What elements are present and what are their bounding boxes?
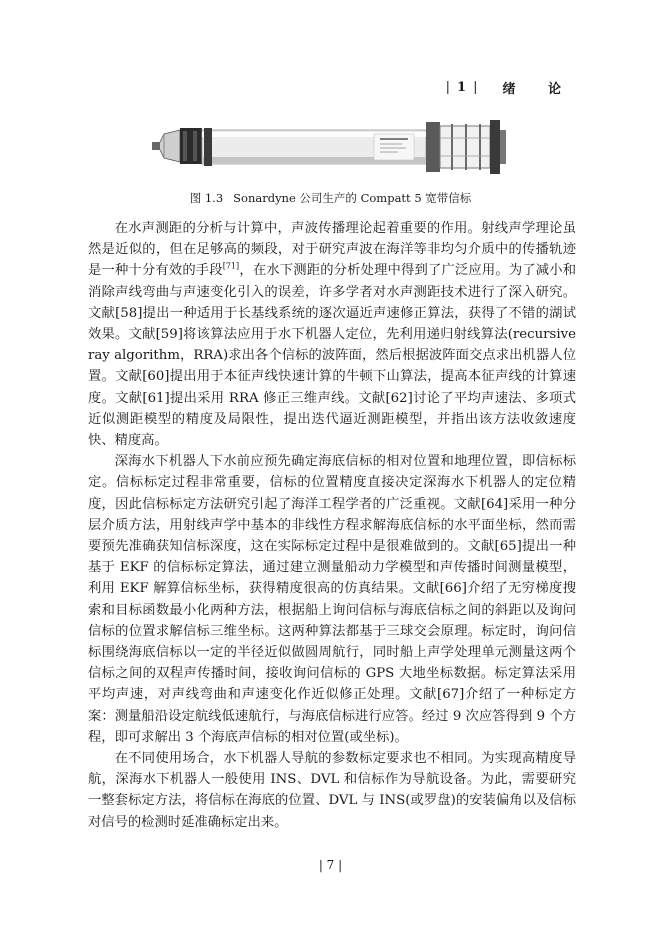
citation-71: [71] [222,261,240,271]
body-text [88,218,576,833]
paragraph-2: 深海水下机器人下水前应预先确定海底信标的相对位置和地理位置，即信标标定。信标标定过程非常重要，信标的位置精度直接决定深海水下机器人的定位精度，因此信标标定方法研究引起了海洋工程学者的广泛重视。文献[64]采用一种分层介质方法，用射线声学中基本的非线性方程求解海底信标的水平面坐标，然而需要预先准确获知信标深度，这在实际标定过程中是很难做到的。文献[65]提出一种基于 EKF 的信标标定算法，通过建立测量船动力学模型和声传播时间测量模型，利用 EKF 解算信标坐标，获得精度很高的仿真结果。文献[66]介绍了无穷梯度搜索和目标函数最小化两种方法，根据船上询问信标与海底信标之间的斜距以及询问信标的位置求解信标三维坐标。这两种算法都基于三球交会原理。标定时，询问信标围绕海底信标以一定的半径近似做圆周航行，同时船上声学处理单元测量这两个信标之间的双程声传播时间，接收询问信标的 GPS 大地坐标数据。标定算法采用平均声速，对声线弯曲和声速变化作近似修正处理。文献[67]介绍了一种标定方案：测量船沿设定航线低速航行，与海底信标进行应答。经过 9 次应答得到 9 个方程，即可求解出 3 个海底声信标的相对位置(或坐标)。 [88,454,576,745]
transducer-head [152,128,202,164]
beacon-body [202,128,426,166]
header-bar-right: | [473,80,479,95]
paragraph-1 [88,218,576,451]
page-number: | 7 | [318,858,343,872]
figure-number: 图 1.3 [189,191,224,205]
chapter-number: 1 [457,80,468,95]
figure-caption-text: Sonardyne 公司生产的 Compatt 5 宽带信标 [233,191,472,205]
paragraph-1-part-2: ，在水下测距的分析处理中得到了广泛应用。为了减小和消除声线弯曲与声速变化引入的误差，许多学者对水声测距技术进行了深入研究。文献[58]提出一种适用于长基线系统的逐次逼近声速修正算法，获得了不错的湖试效果。文献[59]将该算法应用于水下机器人定位，先利用递归射线算法(recursive ray algorithm，RRA)求出各个信标的波阵面，然后根据波阵面交点求出机器人位置。文献[60]提出用于本征声线快速计算的牛顿下山算法，提高本征声线的计算速度。文献[61]提出采用 RRA 修正三维声线。文献[62]讨论了平均声速法、多项式近似测距模型的精度及局限性，提出迭代逼近测距模型，并指出该方法收敛速度快、精度高。 [88,263,577,449]
protective-cage [426,120,506,174]
paragraph-1-part-1: 在水声测距的分析与计算中，声波传播理论起着重要的作用。射线声学理论虽然是近似的，但在足够高的频段，对于研究声波在海洋等非均匀介质中的传播轨迹是一种十分有效的手段 [88,221,576,279]
running-header [446,78,575,97]
chapter-title: 绪 论 [502,82,575,97]
figure-caption [0,190,661,206]
paragraph-3: 在不同使用场合，水下机器人导航的参数标定要求也不相同。为实现高精度导航，深海水下机器人一般使用 INS、DVL 和信标作为导航设备。为此，需要研究一整套标定方法，将信标在海底的位置、DVL 与 INS(或罗盘)的安装偏角以及信标对信号的检测时延准确标定出来。 [88,751,576,830]
header-bar-left: | [445,80,452,95]
beacon-figure [150,108,510,183]
